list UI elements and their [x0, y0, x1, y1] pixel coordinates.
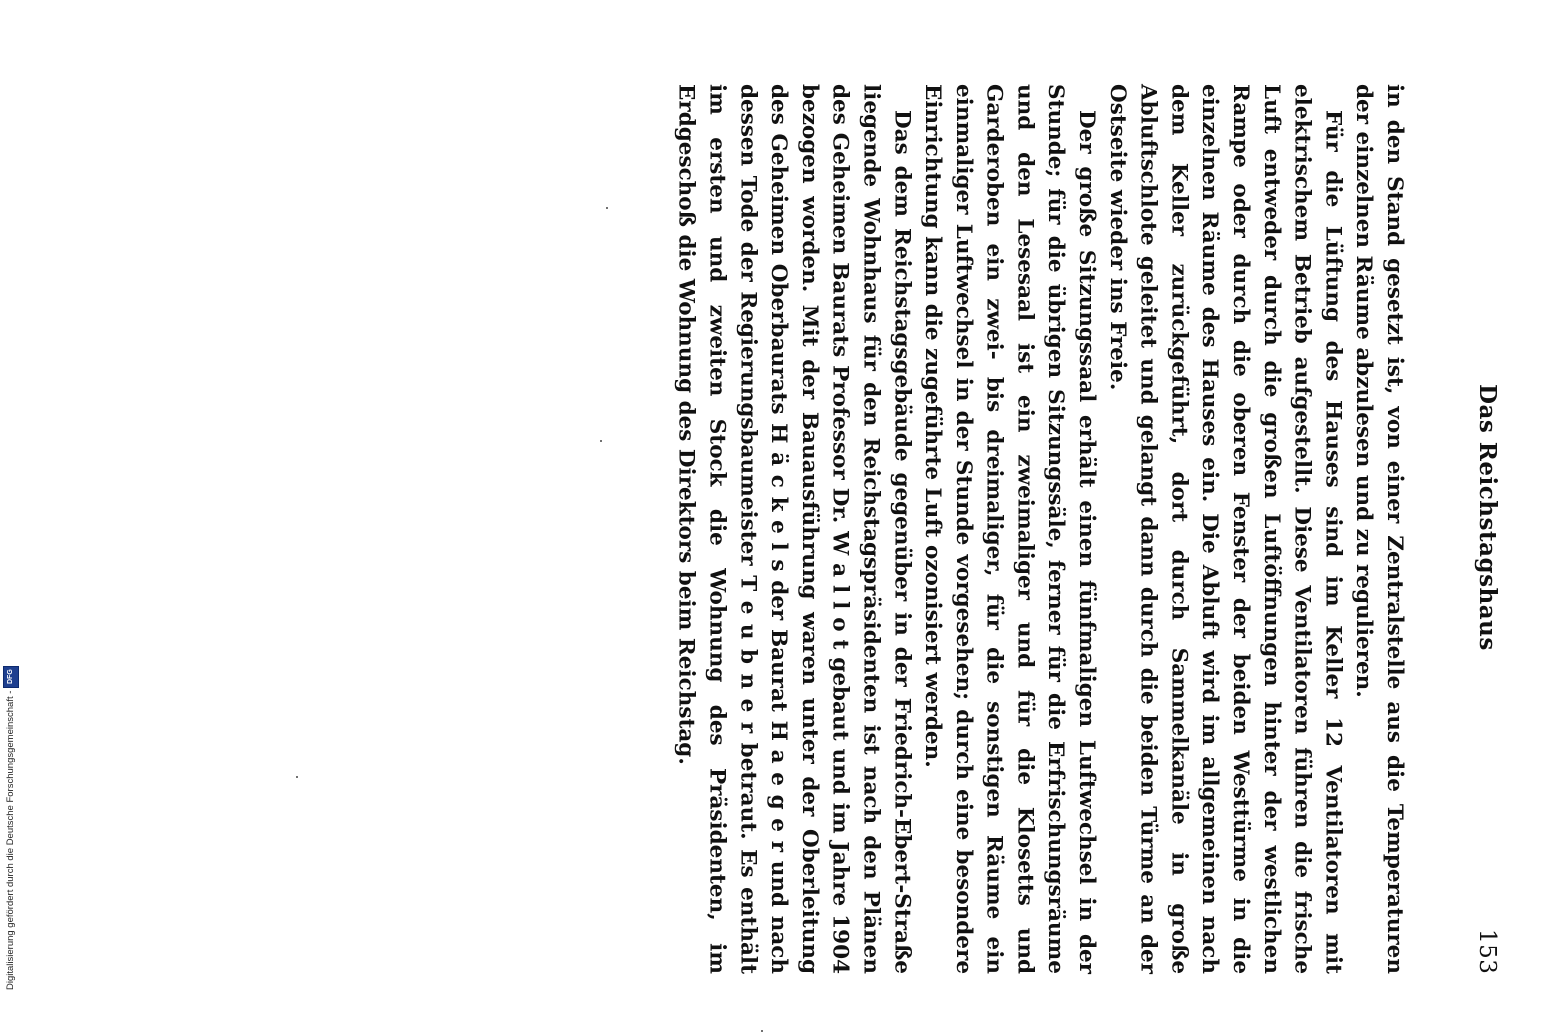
page-number: 153 [1474, 928, 1500, 974]
paragraph: Das dem Reichstagsgebäude gegenüber in der Friedrich-Ebert-Straße liegende Wohnhaus für den Reichstagspräsidenten ist nach den Plänen des Geheimen Baurats Professor Dr. W a l l o t gebaut und im Jahre 1904 bezogen worden. Mit der Bauausführung waren unter der Oberleitung des Geheimen Oberbaurats H ä c k e l s der Baurat H a e g e r und nach dessen Tode der Regierungsbaumeister T e u b n e r betraut. Es enthält im ersten und zweiten Stock die Wohnung des Präsidenten, im Erdgeschoß die Wohnung des Direktors beim Reichstag. [673, 84, 915, 974]
dfg-logo-icon: DFG [3, 666, 19, 688]
paragraph: Für die Lüftung des Hauses sind im Keller 12 Ventilatoren mit elektrischem Betrieb aufgestellt. Diese Ventilatoren führen die frische Luft entweder durch die großen Luftöffnungen hinter der westlichen Rampe oder durch die oberen Fenster der beiden Westtürme in die einzelnen Räume des Hauses ein. Die Abluft wird im allgemeinen nach dem Keller zurückgeführt, dort durch Sammelkanäle in große Abluftschlote geleitet und gelangt dann durch die beiden Türme an der Ostseite wieder ins Freie. [1104, 84, 1346, 974]
body-text [549, 84, 1409, 974]
book-page [507, 84, 1507, 974]
scan-speck [296, 776, 298, 778]
running-head [1467, 84, 1507, 974]
scan-speck [606, 207, 608, 209]
scan-speck [600, 440, 602, 442]
paragraph: Der große Sitzungssaal erhält einen fünfmaligen Luftwechsel in der Stunde; für die übrigen Sitzungssäle, ferner für die Erfrischungsräume und den Lesesaal ist ein zweimaliger und für die Klosetts und Garderoben ein zwei- bis dreimaliger, für die sonstigen Räume ein einmaliger Luftwechsel in der Stunde vorgesehen; durch eine besondere Einrichtung kann die zugeführte Luft ozonisiert werden. [920, 84, 1100, 974]
funding-imprint [3, 598, 19, 990]
paragraph: in den Stand gesetzt ist, von einer Zentralstelle aus die Temperaturen der einzelnen Räume abzulesen und zu regulieren. [1351, 84, 1407, 974]
running-head-title: Das Reichstagshaus [1474, 384, 1501, 651]
funding-imprint-text: Digitalisierung gefördert durch die Deutsche Forschungsgemeinschaft - [5, 690, 16, 990]
